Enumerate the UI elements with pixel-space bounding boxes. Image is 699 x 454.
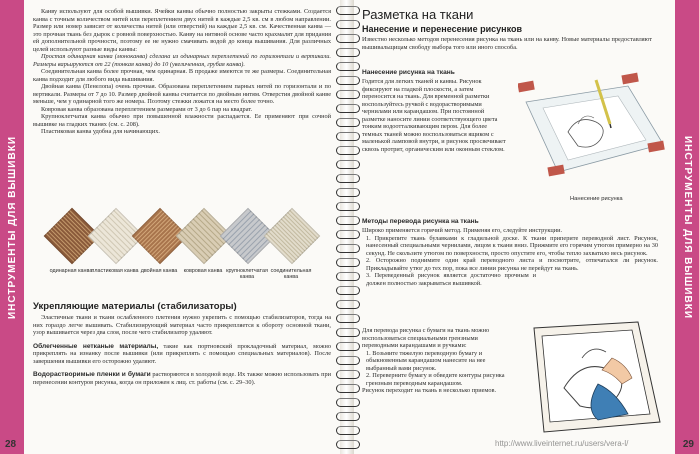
- paragraph: Пластиковая канва удобна для начинающих.: [41, 128, 160, 135]
- binding-ring: [336, 258, 360, 267]
- binding-ring: [336, 412, 360, 421]
- paragraph: Соединительная канва более прочная, чем одинарная. В продаже имеются те же размеры. Соединительная канва подходит для любого вида вышивания.: [33, 68, 331, 83]
- watermark-url: http://www.liveinternet.ru/users/vera-l/: [495, 439, 629, 448]
- paragraph: Канву используют для особой вышивки. Ячейки канвы обычно полностью закрыты стежками. Создается канва с точным количеством нитей или переплетением двух нитей в каждые 2,5 кв. см в любом направлении. Размер или номер зависит от количества нитей (или отверстий) на каждые 2,5 кв. см. Качественная канва — это прочная ткань без дырок с ровной поверхностью. Канву на нитяной основе часто крахмалят для придания ей дополнительной прочности, поэтому ее не нужно смачивать водой до конца вышивания. Для различных целей используют разные виды канвы:: [33, 8, 331, 53]
- binding-ring: [336, 440, 360, 449]
- method-step: 1. Прикрепите ткань булавками к гладильной доске. К ткани приперите переводной лист. Рисунок, нанесенный специальными чернилами, лицом к ткани вниз. Прижмите его горячим утюгом примерно на 30 секунд. Не скользите утюгом по поверхности, просто опустите его, чтобы тепло захватило весь рисунок.: [366, 234, 658, 257]
- watersoluble-heading: Водорастворимые пленки и бумаги: [33, 371, 151, 378]
- binding-ring: [336, 398, 360, 407]
- stabilizers-section: [33, 314, 331, 386]
- nonwoven-text: такие как портновский прокладочный материал, можно прикреплять на изнанку после вышивки (или прикреплять с помощью специальных материалов). После завершения вышивки его осторожно удаляют.: [33, 342, 331, 365]
- paper-step: 1. Возьмите тяжелую переводную бумагу и обыкновенным карандашом нанесите на нее выбранный вами рисунок.: [366, 349, 486, 372]
- binding-ring: [336, 216, 360, 225]
- canvas-swatches: [40, 206, 330, 296]
- swatch-label: двойная канва: [140, 268, 178, 274]
- binding-ring: [336, 384, 360, 393]
- right-side-title: ИНСТРУМЕНТЫ ДЛЯ ВЫШИВКИ: [681, 135, 693, 319]
- binding-ring: [336, 300, 360, 309]
- binding-ring: [336, 160, 360, 169]
- paper-end: Рисунок переходит на ткань в несколько приемов.: [362, 387, 497, 394]
- binding-ring: [336, 34, 360, 43]
- binding-ring: [336, 314, 360, 323]
- methods-intro: Широко применяется горячий метод. Применяя его, следуйте инструкции.: [362, 227, 563, 234]
- swatch-label: одинарная канва: [49, 268, 93, 274]
- binding-ring: [336, 62, 360, 71]
- binding-ring: [336, 174, 360, 183]
- binding-ring: [336, 286, 360, 295]
- binding-ring: [336, 20, 360, 29]
- section-subtitle: Нанесение и перенесение рисунков: [362, 24, 522, 34]
- left-page-number: 28: [5, 439, 17, 450]
- methods-heading: Методы перевода рисунка на ткань: [362, 218, 479, 225]
- swatch-label: ковровая канва: [183, 268, 223, 274]
- binding-ring: [336, 188, 360, 197]
- binding-ring: [336, 328, 360, 337]
- paragraph: Ковровая канва образована переплетением размерами от 3 до 6 пар на квадрат.: [41, 105, 253, 113]
- iron-transfer-illustration: [520, 318, 670, 438]
- binding-ring: [336, 356, 360, 365]
- binding-ring: [336, 244, 360, 253]
- paragraph: Двойная канва (Пенелопа) очень прочная. Образована переплетением парных нитей по горизонтали и по вертикали. Размеры от 7 до 10. Размер двойной канвы считается по двойным нитям. Отверстия двойной канве меньше, чем у одинарной того же номера. Поэтому стежки ложатся на место более точно.: [33, 83, 331, 105]
- binding-ring: [336, 48, 360, 57]
- right-intro: Известно несколько методов перенесения рисунка на ткань или на канву. Новые материалы предоставляют вышивальщицам свободу выбора того или иного способа.: [362, 36, 652, 51]
- paragraph: Крупноклетчатая канва обычно при повышенной влажности распадается. Ее применяют при сочной вышивке на гладких тканях (см. с. 208).: [33, 113, 331, 128]
- binding-ring: [336, 90, 360, 99]
- methods-section: [362, 227, 658, 287]
- right-sidebar-tab: [675, 0, 699, 454]
- binding-ring: [336, 370, 360, 379]
- drawing-heading: Нанесение рисунка на ткань: [362, 69, 455, 76]
- binding-ring: [336, 202, 360, 211]
- binding-ring: [336, 230, 360, 239]
- stabilizers-heading: Укрепляющие материалы (стабилизаторы): [33, 301, 237, 312]
- swatch-interlock-canvas: [264, 208, 321, 265]
- method-step: 3. Переведенный рисунок является достаточно прочным и должен полностью закрываться вышивкой.: [366, 272, 536, 287]
- tracing-caption: Нанесение рисунка: [570, 196, 623, 202]
- binding-ring: [336, 6, 360, 15]
- paper-transfer-section: [362, 327, 510, 395]
- left-intro-text: [33, 8, 331, 136]
- swatch-label: крупноклетчатая канва: [226, 268, 268, 281]
- right-page-number: 29: [682, 439, 694, 450]
- binding-ring: [336, 426, 360, 435]
- binding-ring: [336, 132, 360, 141]
- swatch-label: соединительная канва: [270, 268, 312, 281]
- nonwoven-heading: Облегченные нетканые материалы,: [33, 342, 159, 350]
- drawing-text: Годится для легких тканей и канвы. Рисунок фиксируют на гладкой плоскости, а затем переносится на ткань. Для временной разметки воспользуйтесь ручкой с водорастворимыми чернилами или карандашом. При постоянной разметке наносите линии соответствующего цвета тонким водоотталкивающим пером. Для более темных тканей можно воспользоваться ящиком с маленькой ламповой внутри, и рисунок просвечивает сквозь протрит, органическим или оконным стеклом.: [362, 78, 506, 153]
- tracing-illustration: [518, 72, 668, 190]
- paper-intro: Для перевода рисунка с бумаги на ткань можно воспользоваться специальными грензными переводными карандашами и ручками:: [362, 327, 490, 349]
- binding-ring: [336, 76, 360, 85]
- stabilizers-text: Эластичные ткани и ткани ослабленного плетения нужно укрепить с помощью стабилизаторов, тогда на них гораздо легче вышивать. Стабилизирующий материал часто прикрепляется к обороту основной ткани, узор вышивается через два слоя, после чего стабилизатор удаляют.: [33, 314, 331, 336]
- binding-ring: [336, 342, 360, 351]
- swatch-label: пластиковая канва: [91, 268, 139, 274]
- method-step: 2. Осторожно поднимите один край переводного листа и посмотрите, отпечатался ли рисунок. Прикладывайте утюг до тех пор, пока все линии рисунка не перейдут на ткань.: [366, 257, 658, 272]
- binding-ring: [336, 104, 360, 113]
- watersoluble-text: растворяются в холодной воде. Их также можно использовать при перенесении контуров рисунка, когда он приложен к лиц. ст. работы (см. с. 29–30).: [33, 371, 331, 386]
- binding-ring: [336, 118, 360, 127]
- left-side-title: ИНСТРУМЕНТЫ ДЛЯ ВЫШИВКИ: [6, 135, 18, 319]
- paragraph: Простая одинарная канва (моноканва) сделана из одинарных переплетений по горизонтали и вертикали. Размеры варьируются от 22 (тонкая канва) до 10 (увеличенная, грубая канва).: [33, 53, 331, 68]
- paper-step: 2. Переверните бумагу и обведите контуры рисунка грензным переводным карандашом.: [366, 372, 505, 387]
- page-title: Разметка на ткани: [362, 7, 474, 22]
- binding-ring: [336, 272, 360, 281]
- left-sidebar-tab: [0, 0, 24, 454]
- binding-ring: [336, 146, 360, 155]
